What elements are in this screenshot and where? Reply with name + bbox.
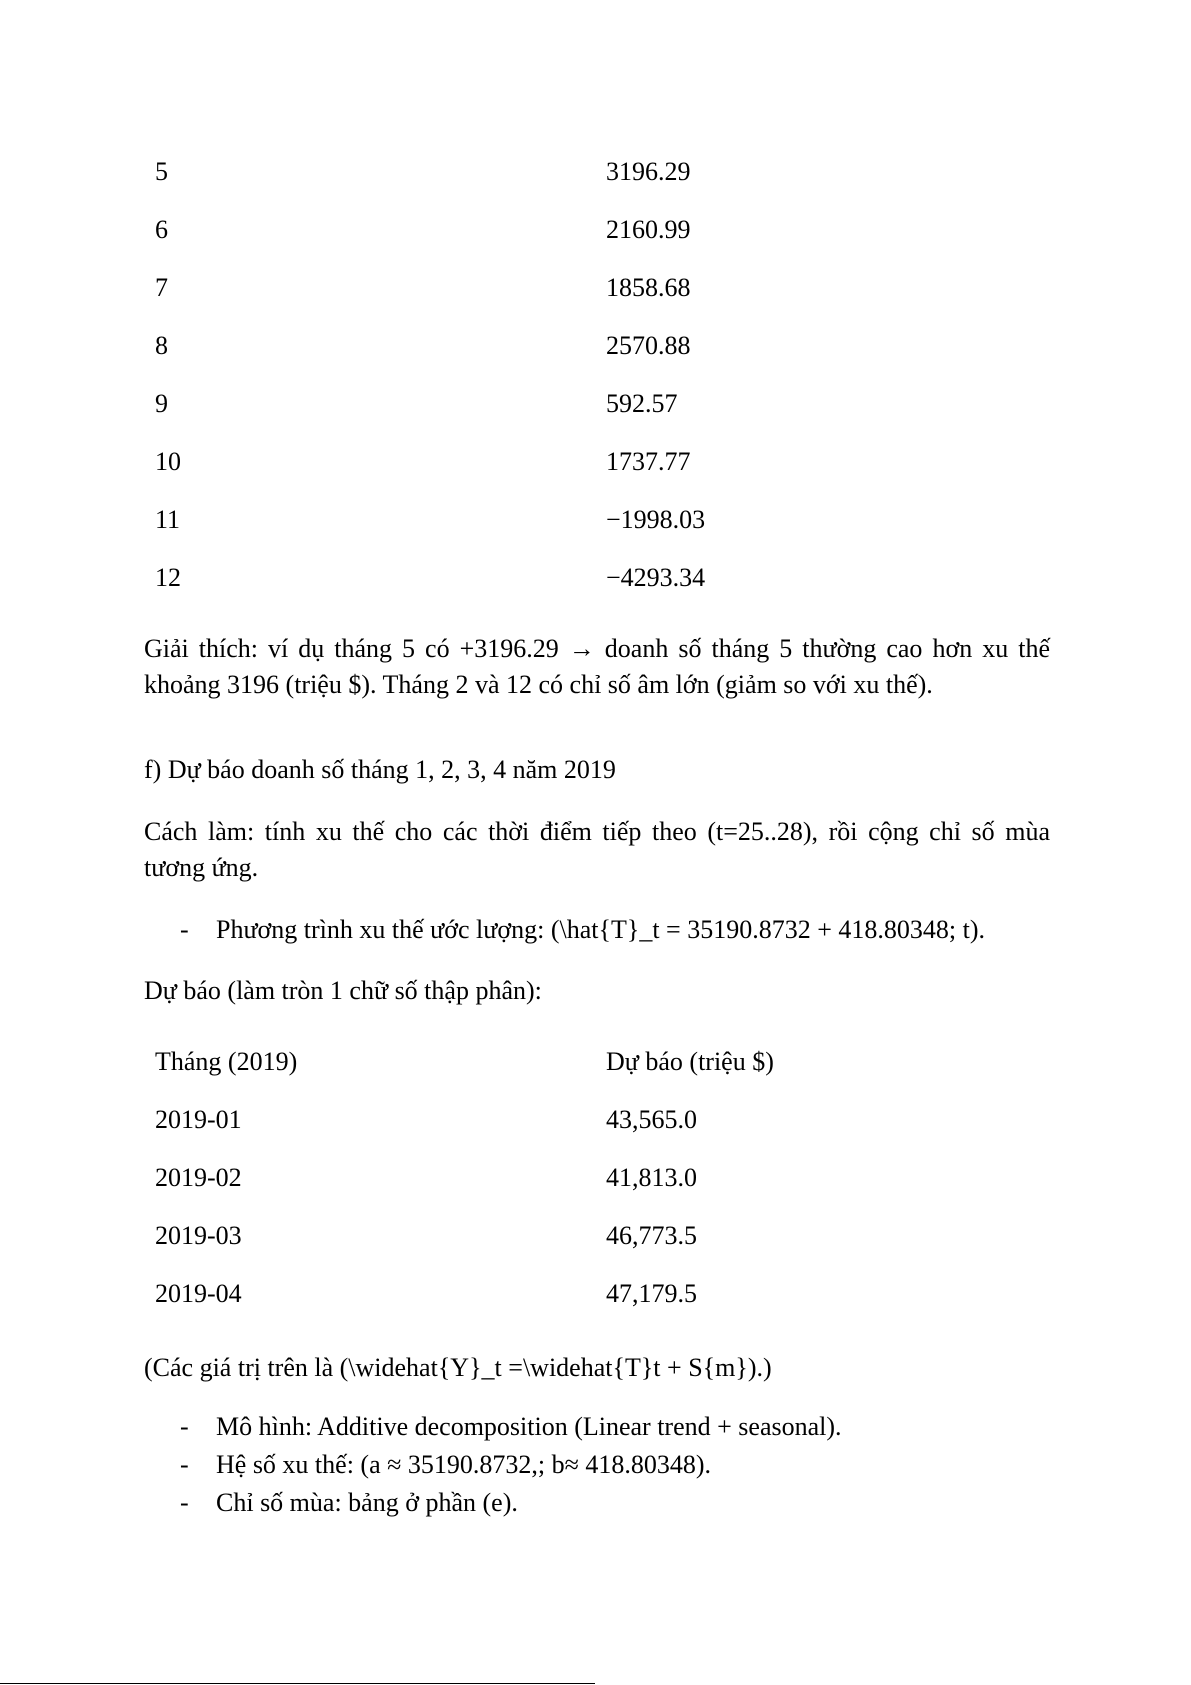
table-row-month: 7 xyxy=(155,273,168,302)
table-row-month: 9 xyxy=(155,389,168,418)
table-row-month: 2019-04 xyxy=(155,1279,242,1308)
table-row-value: 2570.88 xyxy=(606,331,691,360)
bullet-text: Chỉ số mùa: bảng ở phần (e). xyxy=(216,1488,518,1517)
summary-bullet-seasonal-index xyxy=(180,1485,518,1521)
section-f-heading: f) Dự báo doanh số tháng 1, 2, 3, 4 năm 2019 xyxy=(144,755,616,784)
bullet-marker: - xyxy=(180,1412,189,1441)
bullet-text: Phương trình xu thế ước lượng: (\hat{T}_t = 35190.8732 + 418.80348; t). xyxy=(216,915,985,944)
table-row-value: 1737.77 xyxy=(606,447,691,476)
table-row-month: 2019-01 xyxy=(155,1105,242,1134)
forecast-intro: Dự báo (làm tròn 1 chữ số thập phân): xyxy=(144,976,542,1005)
table-row-value: −4293.34 xyxy=(606,563,706,592)
table-row-value: 47,179.5 xyxy=(606,1279,697,1308)
trend-equation-bullet xyxy=(180,912,985,948)
bullet-marker: - xyxy=(180,1450,189,1479)
footnote-separator xyxy=(0,1683,595,1684)
bullet-marker: - xyxy=(180,1488,189,1517)
table-row-month: 10 xyxy=(155,447,181,476)
table-row-value: 41,813.0 xyxy=(606,1163,697,1192)
table-row-value: 46,773.5 xyxy=(606,1221,697,1250)
summary-bullet-model xyxy=(180,1409,842,1445)
summary-bullet-trend-coefficients xyxy=(180,1447,711,1483)
bullet-text: Mô hình: Additive decomposition (Linear trend + seasonal). xyxy=(216,1412,842,1441)
table-header-forecast: Dự báo (triệu $) xyxy=(606,1047,774,1076)
table-row-value: 3196.29 xyxy=(606,157,691,186)
table-row-month: 6 xyxy=(155,215,168,244)
table-row-value: 592.57 xyxy=(606,389,678,418)
bullet-marker: - xyxy=(180,915,189,944)
explanation-paragraph: Giải thích: ví dụ tháng 5 có +3196.29 → doanh số tháng 5 thường cao hơn xu thế khoảng 3196 (triệu $). Tháng 2 và 12 có chỉ số âm lớn (giảm so với xu thế). xyxy=(144,634,1050,699)
bullet-text: Hệ số xu thế: (a ≈ 35190.8732,; b≈ 418.80348). xyxy=(216,1450,712,1479)
table-header-month: Tháng (2019) xyxy=(155,1047,298,1076)
table-row-value: 2160.99 xyxy=(606,215,691,244)
table-row-month: 11 xyxy=(155,505,181,534)
table-row-value: 1858.68 xyxy=(606,273,691,302)
method-paragraph: Cách làm: tính xu thế cho các thời điểm tiếp theo (t=25..28), rồi cộng chỉ số mùa tương ứng. xyxy=(144,817,1050,882)
table-row-month: 5 xyxy=(155,157,168,186)
table-row-value: −1998.03 xyxy=(606,505,706,534)
table-row-month: 2019-02 xyxy=(155,1163,242,1192)
table-row-month: 2019-03 xyxy=(155,1221,242,1250)
table-row-month: 12 xyxy=(155,563,181,592)
formula-note: (Các giá trị trên là (\widehat{Y}_t =\widehat{T}t + S{m}).) xyxy=(144,1353,772,1382)
table-row-month: 8 xyxy=(155,331,168,360)
table-row-value: 43,565.0 xyxy=(606,1105,697,1134)
